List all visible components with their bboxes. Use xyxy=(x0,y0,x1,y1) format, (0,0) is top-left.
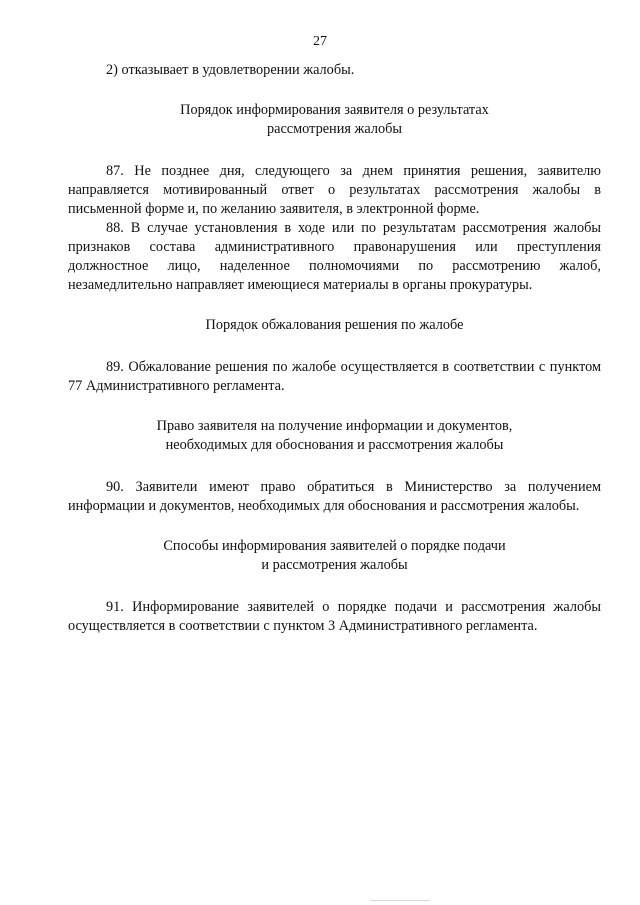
heading-line: Право заявителя на получение информации и документов, xyxy=(156,418,513,434)
intro-line: 2) отказывает в удовлетворении жалобы. xyxy=(106,62,355,78)
heading-line: необходимых для обоснования и рассмотрения жалобы xyxy=(165,437,504,453)
heading-line: Способы информирования заявителей о порядке подачи xyxy=(163,538,506,554)
heading-line: и рассмотрения жалобы xyxy=(261,557,408,573)
paragraph-88: 88. В случае установления в ходе или по результатам рассмотрения жалобы признаков состава административного правонарушения или преступления должностное лицо, наделенное полномочиями по рассмотрению жалоб, незамедлительно направляет имеющиеся материалы в органы прокуратуры. xyxy=(68,220,601,293)
paragraph-90: 90. Заявители имеют право обратиться в Министерство за получением информации и документов, необходимых для обоснования и рассмотрения жалобы. xyxy=(68,479,601,514)
paragraph-91: 91. Информирование заявителей о порядке подачи и рассмотрения жалобы осуществляется в соответствии с пунктом 3 Административного регламента. xyxy=(68,599,601,634)
section-heading-applicant-rights xyxy=(68,417,601,455)
paragraph-87: 87. Не позднее дня, следующего за днем принятия решения, заявителю направляется мотивированный ответ о результатах рассмотрения жалобы в письменной форме и, по желанию заявителя, в электронной форме. xyxy=(68,163,601,217)
paragraph-89: 89. Обжалование решения по жалобе осуществляется в соответствии с пунктом 77 Административного регламента. xyxy=(68,359,601,394)
heading-line: рассмотрения жалобы xyxy=(266,121,403,137)
heading-line: Порядок обжалования решения по жалобе xyxy=(205,317,464,333)
section-heading-appeal-procedure xyxy=(68,316,601,335)
heading-line: Порядок информирования заявителя о результатах xyxy=(180,102,489,118)
page-number: 27 xyxy=(313,34,327,49)
scan-artifact xyxy=(370,900,430,901)
section-heading-informing-methods xyxy=(68,537,601,575)
section-heading-informing-results xyxy=(68,101,601,139)
document-body xyxy=(68,61,601,636)
